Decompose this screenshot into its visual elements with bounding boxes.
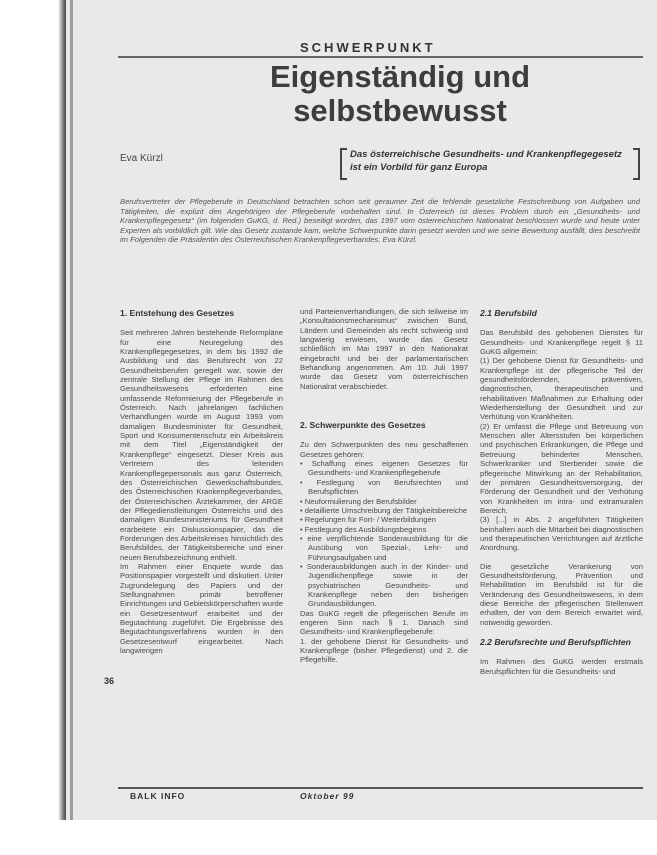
column-3 — [480, 307, 643, 676]
page-number: 36 — [104, 676, 115, 686]
subsection-heading-2-1: 2.1 Berufsbild — [480, 308, 537, 318]
subsection-heading-2-2: 2.2 Berufsrechte und Berufspflichten — [480, 637, 631, 647]
title-line-1: Eigenständig und — [269, 59, 531, 94]
page-edge — [70, 0, 73, 820]
paragraph: Das Berufsbild des gehobenen Dienstes für Gesundheits- und Krankenpflege regelt § 11 GuKG allgemein: — [480, 328, 643, 357]
title-line-2: selbstbewusst — [293, 93, 507, 128]
section-heading-1: 1. Entstehung des Gesetzes — [120, 308, 235, 318]
footer-publication: BALK INFO — [130, 791, 186, 801]
footer-rule — [118, 787, 643, 789]
bullet-list — [300, 459, 468, 609]
list-item: • Schaffung eines eigenen Gesetzes für Gesundheits- und Krankenpflegeberufe — [300, 459, 468, 478]
header-rule — [118, 56, 643, 58]
author-name: Eva Kürzl — [120, 153, 163, 164]
article-intro: Berufsvertreter der Pflegeberufe in Deutschland betrachten schon seit geraumer Zeit die fehlende gesetzliche Festschreibung von Aufgaben und Tätigkeiten, die explizit den Angehörigen der Pflegeberufe vorbehalten sind. In Österreich ist dieses Problem durch ein „Gesundheits- und Krankenpflegegesetz“ (im folgenden GuKG, d. Red.) beseitigt worden, das 1997 vom österreichischen Nationalrat beschlossen wurde und heute unter Experten als vorbildlich gilt. Wie das Gesetz zustande kam, welche Schwerpunkte darin gesetzt werden und wie seine Bewertung ausfällt, dies beschreibt im Folgenden die Präsidentin des Österreichischen Krankenpflegeverbandes, Eva Kürzl. — [120, 197, 640, 245]
subtitle-box — [340, 148, 640, 178]
list-item: • eine verpflichtende Sonderausbildung für die Ausübung von Spezial-, Lehr- und Führungsaufgaben und — [300, 534, 468, 562]
section-heading-2: 2. Schwerpunkte des Gesetzes — [300, 420, 426, 431]
right-bracket — [633, 148, 640, 180]
list-item: • Festlegung von Berufsrechten und Berufspflichten — [300, 478, 468, 497]
left-bracket — [340, 148, 347, 180]
paragraph: Im Rahmen einer Enquete wurde das Positionspapier vorgestellt und diskutiert. Unter Zugrundelegung des Papiers und der Stellungnahmen primär betroffener Einrichtungen und Gebietskörperschaften wurde ein Gesetzesentwurf erarbeitet und der Begutachtung zugeführt. Die Ergebnisse des Begutachtungsverfahrens wurden in den Gesetzesentwurf eingearbeitet. Nach langwierigen — [120, 561, 283, 656]
paragraph: 1. der gehobene Dienst für Gesundheits- und Krankenpflege (bisher Pflegedienst) und 2. die Pflegehilfe. — [300, 636, 468, 665]
list-item: • Regelungen für Fort- / Weiterbildungen — [300, 515, 468, 524]
scan-margin — [0, 820, 657, 855]
article-subtitle: Das österreichische Gesundheits- und Krankenpflegegesetz ist ein Vorbild für ganz Europa — [350, 149, 622, 173]
list-item: • detaillierte Umschreibung der Tätigkeitsbereiche — [300, 506, 468, 515]
paragraph: Zu den Schwerpunkten des neu geschaffenen Gesetzes gehören: — [300, 440, 468, 459]
list-item: • Festlegung des Ausbildungsbeginns — [300, 525, 468, 534]
paragraph: Im Rahmen des GuKG werden erstmals Berufspflichten für die Gesundheits- und — [480, 657, 643, 676]
column-2 — [300, 307, 468, 665]
section-kicker: SCHWERPUNKT — [300, 40, 436, 55]
paragraph: Das GuKG regelt die pflegerischen Berufe im engeren Sinn nach § 1. Danach sind Gesundheits- und Krankenpflegeberufe: — [300, 608, 468, 637]
list-item: • Sonderausbildungen auch in der Kinder- und Jugendlichenpflege sowie in der psychiatrischen Gesundheits- und Krankenpflege neben den bisherigen Grundausbildungen. — [300, 562, 468, 609]
paragraph: Die gesetzliche Verankerung von Gesundheitsförderung, Prävention und Rehabilitation im Berufsbild ist für die Veränderung des Gesundheitswesens, in dem diese Bereiche der pflegerischen Stellenwert erhalten, der von dem Bereich erwartet wird, notwendig geworden. — [480, 561, 643, 627]
paragraph: Seit mehreren Jahren bestehende Reformpläne für eine Neuregelung des Krankenpflegegesetzes, in dem bis 1992 die Ausbildung und das Berufsrecht von 22 Gesundheitsberufen geregelt war, sowie der zentrale Stellung der Pflege im Rahmen des Gesundheitswesens erforderten eine umfassende Reformierung der Pflegeberufe in Österreich. Nach jahrelangen fachlichen Verhandlungen wurde im August 1993 vom damaligen Bundesminister für Gesundheit, Sport und Konsumentenschutz ein Arbeitskreis mit dem Titel „Eigenständigkeit der Krankenpflege“ eingesetzt. Dieser Kreis aus Vertretern des leitenden Krankenpflegepersonals aus ganz Österreich, des Österreichischen Gewerkschaftsbundes, des Österreichischen Krankenpflegeverbandes, der Österreichischen Ärztekammer, der ARGE der Pflegedienstleitungen Österreichs und des damaligen Bundesministeriums für Gesundheit erarbeitete ein Diskussionspapier, das die Forderungen des Arbeitskreises hinsichtlich des Berufsbildes, der Tätigkeitsbereiche und einer neuen Berufsbezeichnung enthielt. — [120, 328, 283, 562]
article-title — [235, 60, 565, 128]
paragraph: (2) Er umfasst die Pflege und Betreuung von Menschen aller Altersstufen bei körperlichen und psychischen Erkrankungen, die Pflege und Betreuung behinderter Menschen, Schwerkranker und Sterbender sowie die pflegerische Mitwirkung an der Rehabilitation, der primären Gesundheitsversorgung, der Förderung der Gesundheit und der Verhütung von Krankheiten im intra- und extramuralen Bereich. — [480, 421, 643, 515]
list-item: • Neuformulierung der Berufsbilder — [300, 497, 468, 506]
paragraph: und Parteienverhandlungen, die sich teilweise im „Konsultationsmechanismus“ zwischen Bund, Ländern und Gemeinden als recht schwierig und langwierig erwiesen, wurde das Gesetz schließlich im Mai 1997 in den Nationalrat eingebracht und bei der parlamentarischen Behandlung angenommen. Am 10. Juli 1997 wurde das Gesetz vom österreichischen Nationalrat verabschiedet. — [300, 307, 468, 391]
paragraph: (1) Der gehobene Dienst für Gesundheits- und Krankenpflege ist der pflegerische Teil der gesundheitsfördernden, präventiven, diagnostischen, therapeutischen und rehabilitativen Maßnahmen zur Erhaltung oder Wiederherstellung der Gesundheit und zur Verhütung von Krankheiten. — [480, 356, 643, 422]
footer-issue-date: Oktober 99 — [300, 791, 355, 801]
paragraph: (3) [...] in Abs. 2 angeführten Tätigkeiten beinhalten auch die Mitarbeit bei diagnostischen und therapeutischen Verrichtungen auf ärztliche Anordnung. — [480, 515, 643, 553]
column-1 — [120, 307, 283, 655]
